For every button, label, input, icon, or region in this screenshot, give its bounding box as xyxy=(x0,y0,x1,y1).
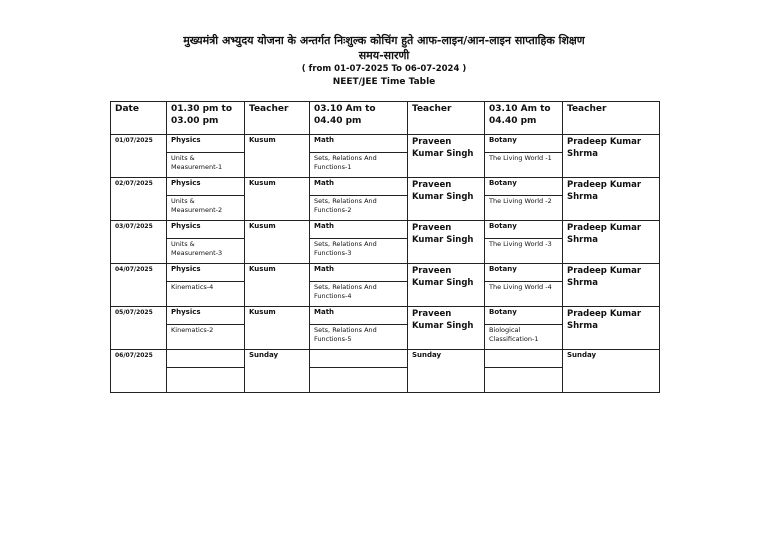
table-row xyxy=(111,264,660,282)
date-cell: 05/07/2025 xyxy=(111,307,167,350)
date-cell: 03/07/2025 xyxy=(111,221,167,264)
topic-cell: The Living World -1 xyxy=(485,153,563,178)
table-row xyxy=(111,221,660,239)
subject-cell: Botany xyxy=(485,307,563,325)
subject-cell: Botany xyxy=(485,264,563,282)
teacher-cell: Pradeep Kumar Shrma xyxy=(563,264,660,307)
topic-cell: Units & Measurement-3 xyxy=(167,239,245,264)
topic-cell: The Living World -4 xyxy=(485,282,563,307)
topic-cell: Sets, Relations And Functions-5 xyxy=(310,325,408,350)
subject-cell xyxy=(310,350,408,368)
document-subtitle-schedule: समय-सारणी xyxy=(358,49,410,62)
topic-cell: Sets, Relations And Functions-2 xyxy=(310,196,408,221)
teacher-cell: Sunday xyxy=(563,350,660,393)
subject-cell: Botany xyxy=(485,178,563,196)
subject-cell: Physics xyxy=(167,221,245,239)
topic-cell xyxy=(167,368,245,393)
subject-cell: Math xyxy=(310,264,408,282)
timetable xyxy=(110,101,660,393)
subject-cell: Math xyxy=(310,307,408,325)
column-header-slot-1: 01.30 pm to 03.00 pm xyxy=(167,102,245,135)
date-cell: 01/07/2025 xyxy=(111,135,167,178)
column-header-slot-2: 03.10 Am to 04.40 pm xyxy=(310,102,408,135)
teacher-cell: Sunday xyxy=(408,350,485,393)
subject-cell: Physics xyxy=(167,307,245,325)
topic-cell: Biological Classification-1 xyxy=(485,325,563,350)
subject-cell: Botany xyxy=(485,221,563,239)
teacher-cell: Pradeep Kumar Shrma xyxy=(563,135,660,178)
subject-cell: Botany xyxy=(485,135,563,153)
teacher-cell: Praveen Kumar Singh xyxy=(408,135,485,178)
teacher-cell: Kusum xyxy=(245,307,310,350)
table-row xyxy=(111,135,660,153)
subject-cell: Physics xyxy=(167,135,245,153)
subject-cell: Math xyxy=(310,221,408,239)
topic-cell: Sets, Relations And Functions-4 xyxy=(310,282,408,307)
topic-cell: Units & Measurement-1 xyxy=(167,153,245,178)
topic-cell xyxy=(310,368,408,393)
subject-cell xyxy=(485,350,563,368)
column-header-teacher-3: Teacher xyxy=(563,102,660,135)
topic-cell: Sets, Relations And Functions-3 xyxy=(310,239,408,264)
column-header-slot-3: 03.10 Am to 04.40 pm xyxy=(485,102,563,135)
teacher-cell: Praveen Kumar Singh xyxy=(408,178,485,221)
teacher-cell: Praveen Kumar Singh xyxy=(408,221,485,264)
topic-cell: Sets, Relations And Functions-1 xyxy=(310,153,408,178)
subject-cell: Physics xyxy=(167,264,245,282)
topic-cell xyxy=(485,368,563,393)
subject-cell: Math xyxy=(310,135,408,153)
teacher-cell: Pradeep Kumar Shrma xyxy=(563,178,660,221)
table-header-row xyxy=(111,102,660,135)
teacher-cell: Pradeep Kumar Shrma xyxy=(563,307,660,350)
teacher-cell: Praveen Kumar Singh xyxy=(408,264,485,307)
teacher-cell: Kusum xyxy=(245,264,310,307)
date-range: ( from 01-07-2025 To 06-07-2024 ) xyxy=(301,64,467,74)
topic-cell: The Living World -2 xyxy=(485,196,563,221)
table-row xyxy=(111,350,660,368)
date-cell: 06/07/2025 xyxy=(111,350,167,393)
subject-cell: Physics xyxy=(167,178,245,196)
topic-cell: Kinematics-2 xyxy=(167,325,245,350)
timetable-heading: NEET/JEE Time Table xyxy=(332,77,436,87)
date-cell: 04/07/2025 xyxy=(111,264,167,307)
document-title: मुख्यमंत्री अभ्युदय योजना के अन्तर्गत निःशुल्क कोचिंग हुते आफ-लाइन/आन-लाइन साप्ताहिक शिक्षण xyxy=(183,34,585,47)
teacher-cell: Sunday xyxy=(245,350,310,393)
column-header-date: Date xyxy=(111,102,167,135)
topic-cell: Units & Measurement-2 xyxy=(167,196,245,221)
teacher-cell: Kusum xyxy=(245,178,310,221)
teacher-cell: Kusum xyxy=(245,135,310,178)
column-header-teacher-2: Teacher xyxy=(408,102,485,135)
topic-cell: Kinematics-4 xyxy=(167,282,245,307)
table-row xyxy=(111,307,660,325)
teacher-cell: Pradeep Kumar Shrma xyxy=(563,221,660,264)
subject-cell: Math xyxy=(310,178,408,196)
table-row xyxy=(111,178,660,196)
topic-cell: The Living World -3 xyxy=(485,239,563,264)
teacher-cell: Kusum xyxy=(245,221,310,264)
subject-cell xyxy=(167,350,245,368)
date-cell: 02/07/2025 xyxy=(111,178,167,221)
teacher-cell: Praveen Kumar Singh xyxy=(408,307,485,350)
column-header-teacher-1: Teacher xyxy=(245,102,310,135)
